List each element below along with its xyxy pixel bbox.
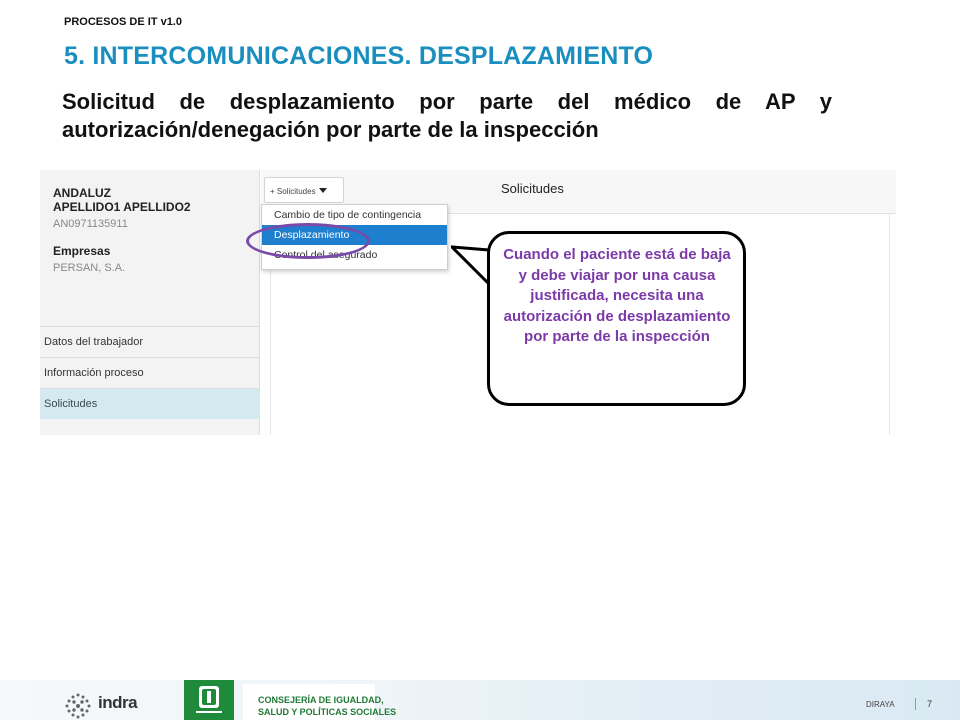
company-label: Empresas: [53, 244, 111, 258]
sidebar-item-solicitudes[interactable]: Solicitudes: [40, 388, 260, 419]
sidebar: [40, 170, 260, 435]
caret-down-icon: [319, 188, 327, 193]
junta-text-line2: SALUD Y POLÍTICAS SOCIALES: [258, 707, 397, 717]
menu-item-control-asegurado[interactable]: Control del asegurado: [274, 249, 378, 261]
patient-name-line1: ANDALUZ: [53, 186, 111, 200]
section-title: 5. INTERCOMUNICACIONES. DESPLAZAMIENTO: [64, 42, 654, 70]
doc-version: PROCESOS DE IT v1.0: [64, 16, 182, 28]
junta-text-line1: CONSEJERÍA DE IGUALDAD,: [258, 695, 384, 705]
indra-logo-icon: [64, 692, 92, 720]
patient-card: [53, 186, 191, 274]
solicitudes-button-label: + Solicitudes: [270, 187, 316, 196]
company-name: PERSAN, S.A.: [53, 262, 126, 274]
patient-name-line2: APELLIDO1 APELLIDO2: [53, 200, 191, 214]
slide-subtitle: Solicitud de desplazamiento por parte del médico de AP y autorización/denegación por parte de la inspección: [62, 89, 832, 142]
page-number: 7: [927, 699, 933, 709]
junta-andalucia-logo: [184, 680, 234, 720]
sidebar-item-datos-trabajador[interactable]: Datos del trabajador: [40, 326, 260, 357]
menu-item-desplazamiento[interactable]: Desplazamiento: [262, 225, 447, 245]
footer-label: DIRAYA: [866, 700, 895, 709]
app-screenshot: [40, 170, 896, 435]
sidebar-item-informacion-proceso[interactable]: Información proceso: [40, 357, 260, 388]
indra-wordmark: indra: [98, 693, 138, 712]
menu-item-cambio-contingencia[interactable]: Cambio de tipo de contingencia: [274, 209, 422, 221]
callout-text: Cuando el paciente está de baja y debe viajar por una causa justificada, necesita una autorización de desplazamiento por parte de la inspección: [503, 246, 731, 346]
solicitudes-dropdown-button[interactable]: [264, 177, 344, 203]
junta-shield-icon: [184, 680, 234, 720]
panel-title: Solicitudes: [501, 181, 564, 196]
patient-code: AN0971135911: [53, 218, 128, 230]
footer-divider: [915, 698, 916, 710]
highlight-oval: [246, 223, 370, 259]
footer-band: [0, 680, 960, 720]
